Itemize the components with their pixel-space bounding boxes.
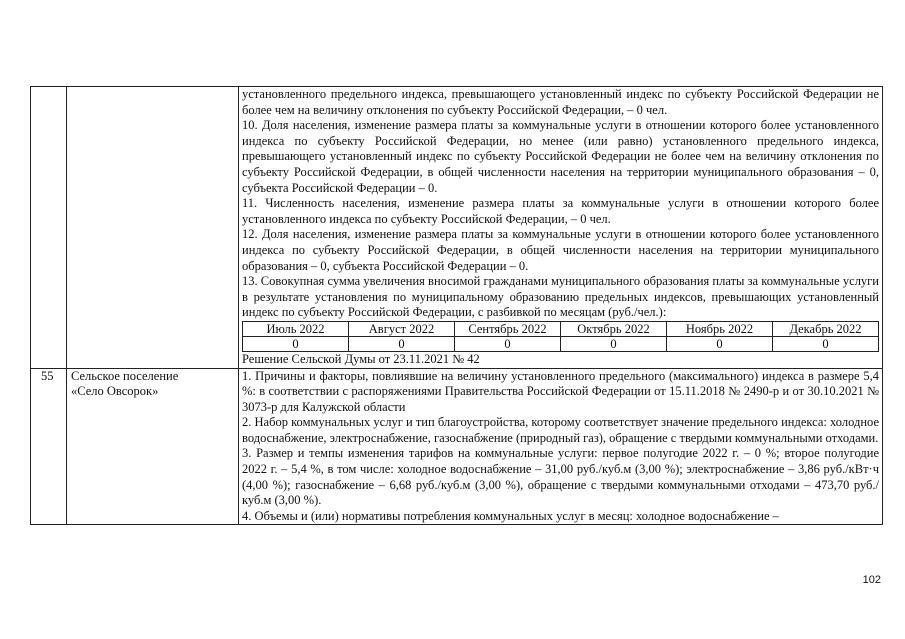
paragraph-13: 13. Совокупная сумма увеличения вносимой гражданами муниципального образования платы за коммунальные услуги в результате установления по муниципальному образованию предельных индексов, превышающих установленный индекс по субъекту Российской Федерации, с разбивкой по месяцам (руб./чел.): — [242, 274, 879, 320]
month-header: Август 2022 — [349, 321, 455, 336]
municipality-type: Сельское поселение — [71, 368, 179, 383]
month-header: Ноябрь 2022 — [667, 321, 773, 336]
monthly-header-row — [243, 321, 879, 336]
decision-reference: Решение Сельской Думы от 23.11.2021 № 42 — [242, 351, 480, 366]
table-row-continued — [31, 87, 883, 369]
month-header: Декабрь 2022 — [773, 321, 879, 336]
month-value: 0 — [773, 336, 879, 351]
month-header: Октябрь 2022 — [561, 321, 667, 336]
paragraph-4: 4. Объемы и (или) нормативы потребления коммунальных услуг в месяц: холодное водоснабжение – — [242, 508, 779, 523]
row-number-cell — [31, 368, 67, 525]
paragraph-2: 2. Набор коммунальных услуг и тип благоустройства, которому соответствует значение предельного индекса: холодное водоснабжение, электроснабжение, газоснабжение (природный газ), обращение с твердыми коммунальными отходами. — [242, 415, 879, 445]
paragraph-3: 3. Размер и темпы изменения тарифов на коммунальные услуги: первое полугодие 2022 г. – 0 %; второе полугодие 2022 г. – 5,4 %, в том числе: холодное водоснабжение – 31,00 руб./куб.м (3,00 %); электроснабжение – 3,86 руб./кВт·ч (4,00 %); газоснабжение – 6,68 руб./куб.м (3,00 %), обращение с твердыми коммунальными отходами – 473,70 руб./куб.м (3,00 %). — [242, 446, 879, 508]
paragraph-11: 11. Численность населения, изменение размера платы за коммунальные услуги в отношении которого более установленного индекса по субъекту Российской Федерации, – 0 чел. — [242, 196, 879, 226]
table-row-55 — [31, 368, 883, 525]
month-value: 0 — [667, 336, 773, 351]
municipality-name-cell — [67, 368, 239, 525]
month-header: Июль 2022 — [243, 321, 349, 336]
document-table — [30, 86, 883, 525]
month-value: 0 — [561, 336, 667, 351]
row-number: 55 — [41, 368, 54, 383]
paragraph-12: 12. Доля населения, изменение размера платы за коммунальные услуги в отношении которого более установленного индекса по субъекту Российской Федерации, в общей численности населения на территории муниципального образования – 0, субъекта Российской Федерации – 0. — [242, 227, 879, 273]
page-number: 102 — [862, 574, 881, 586]
month-header: Сентябрь 2022 — [455, 321, 561, 336]
municipality-name-cell — [67, 87, 239, 369]
paragraph-10: 10. Доля населения, изменение размера платы за коммунальные услуги в отношении которого более установленного индекса по субъекту Российской Федерации, но менее (или равно) установленного предельного индекса, превышающего установленный индекс по субъекту Российской Федерации не более чем на величину отклонения по субъекту Российской Федерации, в общей численности населения на территории муниципального образования – 0, субъекта Российской Федерации – 0. — [242, 118, 879, 195]
month-value: 0 — [455, 336, 561, 351]
row-number-cell — [31, 87, 67, 369]
monthly-increase-table — [242, 321, 879, 352]
row-content-cell — [239, 368, 883, 525]
month-value: 0 — [349, 336, 455, 351]
paragraph-1: 1. Причины и факторы, повлиявшие на величину установленного предельного (максимального) индекса в размере 5,4 %: в соответствии с распоряжениями Правительства Российской Федерации от 15.11.2018 № 2490-р и от 30.10.2021 № 3073-р для Калужской области — [242, 368, 879, 414]
paragraph-continued: установленного предельного индекса, превышающего установленный индекс по субъекту Российской Федерации не более чем на величину отклонения по субъекту Российской Федерации, – 0 чел. — [242, 87, 879, 117]
month-value: 0 — [243, 336, 349, 351]
monthly-values-row — [243, 336, 879, 351]
municipality-name: «Село Овсорок» — [71, 384, 159, 399]
row-content-cell — [239, 87, 883, 369]
